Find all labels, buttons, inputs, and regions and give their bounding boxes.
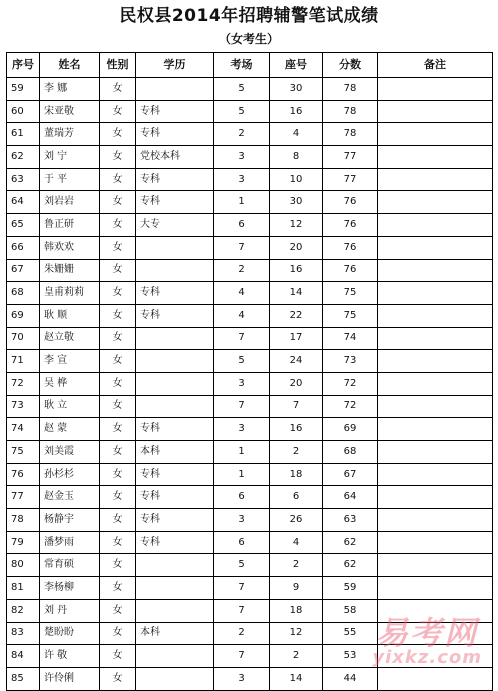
cell-score: 78 [323,78,378,101]
cell-score: 55 [323,622,378,645]
cell-remarks [378,622,493,645]
cell-remarks [378,78,493,101]
table-row [7,259,493,282]
cell-seat: 22 [270,304,323,327]
header-score: 分数 [323,53,378,78]
cell-index: 61 [7,123,40,146]
cell-seat: 24 [270,350,323,373]
cell-education: 专科 [136,418,214,441]
cell-index: 85 [7,667,40,690]
cell-remarks [378,372,493,395]
header-gender: 性别 [100,53,136,78]
cell-seat: 20 [270,372,323,395]
cell-gender: 女 [100,372,136,395]
cell-education: 本科 [136,622,214,645]
cell-score: 76 [323,259,378,282]
cell-gender: 女 [100,486,136,509]
cell-score: 76 [323,191,378,214]
cell-seat: 10 [270,168,323,191]
page-subtitle: （女考生） [218,32,279,46]
cell-remarks [378,214,493,237]
cell-seat: 18 [270,463,323,486]
cell-index: 71 [7,350,40,373]
cell-gender: 女 [100,146,136,169]
cell-gender: 女 [100,78,136,101]
cell-index: 67 [7,259,40,282]
cell-seat: 20 [270,236,323,259]
cell-index: 68 [7,282,40,305]
cell-remarks [378,123,493,146]
cell-index: 78 [7,509,40,532]
header-education: 学历 [136,53,214,78]
cell-exam-room: 7 [214,395,270,418]
cell-index: 82 [7,599,40,622]
cell-exam-room: 7 [214,577,270,600]
cell-exam-room: 4 [214,282,270,305]
cell-gender: 女 [100,282,136,305]
cell-exam-room: 5 [214,78,270,101]
cell-seat: 30 [270,191,323,214]
cell-score: 69 [323,418,378,441]
cell-remarks [378,554,493,577]
cell-score: 67 [323,463,378,486]
cell-index: 76 [7,463,40,486]
cell-name: 韩欢欢 [40,236,100,259]
cell-name: 于 平 [40,168,100,191]
cell-name: 鲁正研 [40,214,100,237]
cell-name: 潘梦雨 [40,531,100,554]
cell-exam-room: 6 [214,486,270,509]
cell-remarks [378,100,493,123]
cell-remarks [378,259,493,282]
table-row [7,463,493,486]
cell-education: 专科 [136,191,214,214]
cell-gender: 女 [100,123,136,146]
cell-seat: 12 [270,214,323,237]
cell-exam-room: 3 [214,667,270,690]
cell-gender: 女 [100,645,136,668]
cell-gender: 女 [100,531,136,554]
table-row [7,622,493,645]
cell-score: 77 [323,168,378,191]
table-row [7,78,493,101]
cell-seat: 16 [270,418,323,441]
cell-index: 75 [7,441,40,464]
cell-exam-room: 5 [214,554,270,577]
table-row [7,214,493,237]
cell-name: 杨静宇 [40,509,100,532]
cell-remarks [378,441,493,464]
cell-gender: 女 [100,236,136,259]
table-row [7,282,493,305]
cell-exam-room: 7 [214,236,270,259]
cell-remarks [378,645,493,668]
cell-gender: 女 [100,395,136,418]
cell-seat: 4 [270,531,323,554]
cell-gender: 女 [100,622,136,645]
cell-index: 77 [7,486,40,509]
cell-score: 76 [323,214,378,237]
cell-remarks [378,327,493,350]
cell-score: 74 [323,327,378,350]
cell-education: 专科 [136,486,214,509]
cell-seat: 2 [270,441,323,464]
cell-seat: 26 [270,509,323,532]
cell-gender: 女 [100,599,136,622]
cell-index: 62 [7,146,40,169]
cell-index: 72 [7,372,40,395]
cell-education [136,645,214,668]
cell-education [136,667,214,690]
cell-score: 58 [323,599,378,622]
header-seat: 座号 [270,53,323,78]
cell-education: 专科 [136,282,214,305]
cell-education: 大专 [136,214,214,237]
cell-education: 专科 [136,304,214,327]
table-row [7,645,493,668]
cell-score: 78 [323,123,378,146]
cell-name: 李 宣 [40,350,100,373]
cell-seat: 2 [270,645,323,668]
cell-exam-room: 3 [214,418,270,441]
cell-gender: 女 [100,214,136,237]
cell-education: 党校本科 [136,146,214,169]
cell-education [136,259,214,282]
cell-exam-room: 3 [214,509,270,532]
cell-seat: 4 [270,123,323,146]
cell-education: 本科 [136,441,214,464]
table-row [7,327,493,350]
cell-seat: 8 [270,146,323,169]
cell-index: 66 [7,236,40,259]
cell-seat: 16 [270,100,323,123]
cell-exam-room: 2 [214,123,270,146]
cell-seat: 12 [270,622,323,645]
table-row [7,577,493,600]
cell-score: 72 [323,395,378,418]
cell-score: 64 [323,486,378,509]
cell-education: 专科 [136,463,214,486]
cell-score: 62 [323,554,378,577]
cell-index: 74 [7,418,40,441]
table-row [7,146,493,169]
cell-gender: 女 [100,418,136,441]
header-name: 姓名 [40,53,100,78]
cell-name: 赵立敬 [40,327,100,350]
table-row [7,599,493,622]
cell-name: 李 娜 [40,78,100,101]
cell-score: 77 [323,146,378,169]
cell-gender: 女 [100,554,136,577]
cell-score: 73 [323,350,378,373]
cell-education [136,372,214,395]
cell-exam-room: 1 [214,191,270,214]
cell-exam-room: 6 [214,531,270,554]
cell-name: 耿 立 [40,395,100,418]
cell-seat: 17 [270,327,323,350]
cell-score: 72 [323,372,378,395]
cell-score: 75 [323,282,378,305]
cell-score: 63 [323,509,378,532]
cell-index: 83 [7,622,40,645]
table-row [7,168,493,191]
cell-seat: 30 [270,78,323,101]
cell-remarks [378,667,493,690]
cell-exam-room: 3 [214,372,270,395]
cell-gender: 女 [100,304,136,327]
cell-gender: 女 [100,667,136,690]
header-index: 序号 [7,53,40,78]
table-row [7,486,493,509]
cell-score: 62 [323,531,378,554]
cell-education [136,350,214,373]
cell-exam-room: 2 [214,259,270,282]
cell-education: 专科 [136,123,214,146]
cell-index: 70 [7,327,40,350]
cell-education [136,78,214,101]
cell-exam-room: 7 [214,599,270,622]
cell-name: 耿 顺 [40,304,100,327]
header-exam-room: 考场 [214,53,270,78]
cell-index: 63 [7,168,40,191]
cell-name: 许伶俐 [40,667,100,690]
cell-remarks [378,350,493,373]
cell-remarks [378,599,493,622]
cell-name: 李杨柳 [40,577,100,600]
cell-seat: 18 [270,599,323,622]
cell-remarks [378,486,493,509]
cell-remarks [378,282,493,305]
cell-education [136,577,214,600]
cell-exam-room: 1 [214,463,270,486]
cell-index: 65 [7,214,40,237]
cell-seat: 6 [270,486,323,509]
table-row [7,123,493,146]
cell-index: 59 [7,78,40,101]
table-row [7,667,493,690]
table-row [7,100,493,123]
score-table [6,52,493,691]
cell-exam-room: 2 [214,622,270,645]
cell-gender: 女 [100,259,136,282]
cell-name: 刘岩岩 [40,191,100,214]
table-row [7,395,493,418]
cell-score: 75 [323,304,378,327]
table-row [7,236,493,259]
table-row [7,441,493,464]
cell-remarks [378,304,493,327]
cell-seat: 2 [270,554,323,577]
cell-seat: 9 [270,577,323,600]
cell-education: 专科 [136,509,214,532]
cell-education [136,554,214,577]
cell-gender: 女 [100,463,136,486]
cell-education: 专科 [136,100,214,123]
cell-exam-room: 3 [214,168,270,191]
header-remarks: 备注 [378,53,493,78]
page-title: 民权县2014年招聘辅警笔试成绩 [119,6,379,26]
cell-score: 78 [323,100,378,123]
cell-name: 楚盼盼 [40,622,100,645]
cell-gender: 女 [100,509,136,532]
cell-gender: 女 [100,327,136,350]
cell-score: 68 [323,441,378,464]
cell-name: 刘 宁 [40,146,100,169]
cell-name: 刘美霞 [40,441,100,464]
cell-seat: 16 [270,259,323,282]
cell-index: 64 [7,191,40,214]
table-row [7,372,493,395]
cell-index: 79 [7,531,40,554]
cell-education [136,395,214,418]
cell-exam-room: 7 [214,645,270,668]
cell-name: 董瑞芳 [40,123,100,146]
cell-seat: 14 [270,282,323,305]
cell-gender: 女 [100,100,136,123]
cell-seat: 14 [270,667,323,690]
table-row [7,350,493,373]
cell-gender: 女 [100,168,136,191]
cell-score: 59 [323,577,378,600]
cell-index: 69 [7,304,40,327]
table-row [7,509,493,532]
cell-gender: 女 [100,191,136,214]
cell-remarks [378,395,493,418]
cell-seat: 7 [270,395,323,418]
cell-name: 赵金玉 [40,486,100,509]
cell-gender: 女 [100,577,136,600]
cell-exam-room: 5 [214,350,270,373]
cell-remarks [378,146,493,169]
cell-exam-room: 1 [214,441,270,464]
table-header-row [7,53,493,78]
cell-education: 专科 [136,531,214,554]
cell-remarks [378,418,493,441]
cell-score: 76 [323,236,378,259]
cell-name: 宋亚敬 [40,100,100,123]
table-row [7,554,493,577]
watermark-url: yixkz.com [372,647,482,668]
cell-name: 许 敬 [40,645,100,668]
cell-education: 专科 [136,168,214,191]
cell-score: 53 [323,645,378,668]
table-row [7,531,493,554]
cell-remarks [378,168,493,191]
cell-remarks [378,463,493,486]
cell-exam-room: 6 [214,214,270,237]
cell-remarks [378,191,493,214]
cell-education [136,599,214,622]
cell-name: 孙杉杉 [40,463,100,486]
cell-index: 60 [7,100,40,123]
table-row [7,304,493,327]
cell-exam-room: 7 [214,327,270,350]
cell-index: 80 [7,554,40,577]
cell-gender: 女 [100,441,136,464]
cell-exam-room: 5 [214,100,270,123]
cell-education [136,236,214,259]
cell-remarks [378,236,493,259]
cell-remarks [378,509,493,532]
cell-remarks [378,577,493,600]
cell-name: 吴 桦 [40,372,100,395]
cell-name: 常育硕 [40,554,100,577]
cell-gender: 女 [100,350,136,373]
cell-name: 赵 蒙 [40,418,100,441]
cell-name: 皇甫莉莉 [40,282,100,305]
table-row [7,418,493,441]
cell-index: 81 [7,577,40,600]
cell-score: 44 [323,667,378,690]
watermark-text: 易考网 [375,614,478,652]
cell-education [136,327,214,350]
cell-remarks [378,531,493,554]
cell-index: 84 [7,645,40,668]
cell-name: 朱姗姗 [40,259,100,282]
cell-exam-room: 4 [214,304,270,327]
cell-name: 刘 丹 [40,599,100,622]
cell-exam-room: 3 [214,146,270,169]
cell-index: 73 [7,395,40,418]
table-row [7,191,493,214]
